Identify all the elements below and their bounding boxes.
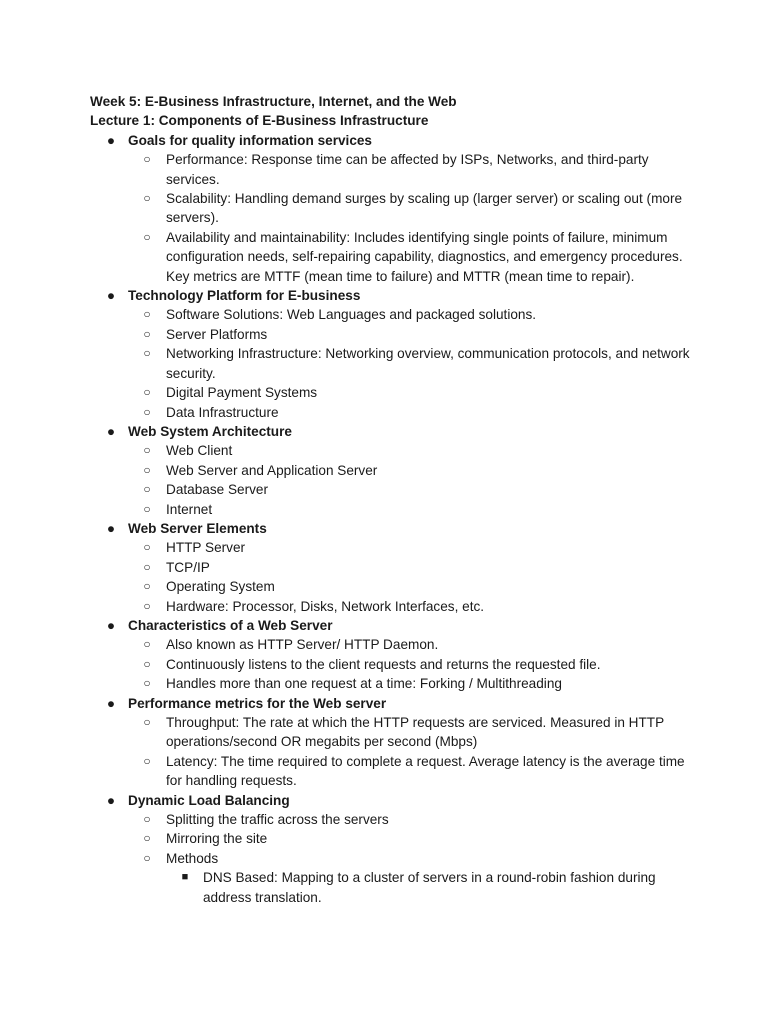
section-heading: Characteristics of a Web Server (128, 617, 333, 633)
section-item (90, 286, 690, 422)
list-item-text: Server Platforms (166, 326, 268, 342)
hollow-bullet-icon: ○ (143, 462, 151, 477)
filled-bullet-icon: ● (106, 520, 116, 536)
list-item-text: Also known as HTTP Server/ HTTP Daemon. (166, 637, 439, 653)
hollow-bullet-icon: ○ (143, 540, 151, 555)
list-item (128, 577, 690, 596)
sub-list (128, 635, 690, 693)
list-item (128, 635, 690, 654)
list-item (128, 500, 690, 519)
list-item-text: Continuously listens to the client requests and returns the requested file. (166, 656, 601, 672)
list-item (128, 829, 690, 848)
list-item (128, 655, 690, 674)
section-item (90, 422, 690, 519)
hollow-bullet-icon: ○ (143, 753, 151, 768)
hollow-bullet-icon: ○ (143, 559, 151, 574)
list-item (128, 538, 690, 557)
hollow-bullet-icon: ○ (143, 656, 151, 671)
list-item-text: Software Solutions: Web Languages and packaged solutions. (166, 307, 537, 323)
sub-list (128, 810, 690, 907)
list-item-text: Handles more than one request at a time: Forking / Multithreading (166, 676, 562, 692)
list-item (128, 150, 690, 189)
list-item (128, 441, 690, 460)
list-item-text: Digital Payment Systems (166, 385, 318, 401)
hollow-bullet-icon: ○ (143, 404, 151, 419)
list-item-text: Networking Infrastructure: Networking overview, communication protocols, and network security. (166, 346, 690, 381)
section-heading: Goals for quality information services (128, 132, 372, 148)
filled-bullet-icon: ● (106, 423, 116, 439)
hollow-bullet-icon: ○ (143, 326, 151, 341)
list-item (128, 189, 690, 228)
hollow-bullet-icon: ○ (143, 598, 151, 613)
square-bullet-icon: ■ (181, 871, 189, 884)
hollow-bullet-icon: ○ (143, 152, 151, 167)
list-item (128, 810, 690, 829)
hollow-bullet-icon: ○ (143, 346, 151, 361)
sub-list (128, 305, 690, 421)
list-item-text: Web Server and Application Server (166, 462, 378, 478)
section-heading: Technology Platform for E-business (128, 288, 361, 304)
list-item (128, 849, 690, 907)
section-heading: Performance metrics for the Web server (128, 695, 387, 711)
hollow-bullet-icon: ○ (143, 443, 151, 458)
list-item (128, 344, 690, 383)
hollow-bullet-icon: ○ (143, 385, 151, 400)
list-item (128, 752, 690, 791)
list-item (128, 674, 690, 693)
list-item (128, 228, 690, 286)
list-item-text: Mirroring the site (166, 831, 268, 847)
section-heading: Dynamic Load Balancing (128, 792, 290, 808)
filled-bullet-icon: ● (106, 617, 116, 633)
list-item-text: Web Client (166, 443, 233, 459)
list-item (128, 597, 690, 616)
hollow-bullet-icon: ○ (143, 229, 151, 244)
hollow-bullet-icon: ○ (143, 812, 151, 827)
list-item-text: Splitting the traffic across the servers (166, 812, 389, 828)
hollow-bullet-icon: ○ (143, 715, 151, 729)
document-body (90, 92, 690, 907)
list-item-text: Availability and maintainability: Includes identifying single points of failure, minimum configuration needs, self-repairing capability, diagnostics, and emergency procedures. Key metrics are MTTF (mean time to failure) and MTTR (mean time to repair). (166, 229, 683, 284)
filled-bullet-icon: ● (106, 288, 116, 304)
list-item-text: Latency: The time required to complete a request. Average latency is the average time for handling requests. (166, 753, 685, 789)
hollow-bullet-icon: ○ (143, 831, 151, 846)
section-item (90, 616, 690, 694)
hollow-bullet-icon: ○ (143, 501, 151, 516)
sub-list (128, 150, 690, 286)
list-item-text: TCP/IP (166, 559, 210, 575)
hollow-bullet-icon: ○ (143, 637, 151, 652)
hollow-bullet-icon: ○ (143, 191, 151, 206)
list-item (128, 558, 690, 577)
list-item-text: Scalability: Handling demand surges by scaling up (larger server) or scaling out (more servers). (166, 191, 683, 226)
filled-bullet-icon: ● (106, 792, 116, 808)
list-item-text: Data Infrastructure (166, 404, 279, 420)
sub-list (128, 441, 690, 519)
list-item (128, 713, 690, 752)
section-item (90, 791, 690, 907)
list-item (128, 383, 690, 402)
nested-list-item-text: DNS Based: Mapping to a cluster of servers in a round-robin fashion during address translation. (203, 870, 656, 905)
list-item (128, 305, 690, 324)
page-title: Week 5: E-Business Infrastructure, Internet, and the Web (90, 94, 457, 109)
sub-list (128, 538, 690, 616)
filled-bullet-icon: ● (106, 132, 116, 148)
hollow-bullet-icon: ○ (143, 676, 151, 691)
list-item-text: Hardware: Processor, Disks, Network Interfaces, etc. (166, 598, 485, 614)
section-item (90, 131, 690, 286)
hollow-bullet-icon: ○ (143, 579, 151, 594)
list-item (128, 480, 690, 499)
list-item-text: Methods (166, 850, 219, 866)
list-item-text: Throughput: The rate at which the HTTP requests are serviced. Measured in HTTP operations/second OR megabits per second (Mbps) (166, 715, 664, 750)
list-item (128, 461, 690, 480)
list-item-text: Internet (166, 501, 213, 517)
section-list (90, 131, 690, 907)
hollow-bullet-icon: ○ (143, 307, 151, 322)
section-heading: Web System Architecture (128, 423, 292, 439)
nested-list (166, 868, 690, 907)
section-heading: Web Server Elements (128, 520, 267, 536)
list-item (128, 325, 690, 344)
list-item-text: Operating System (166, 579, 275, 595)
filled-bullet-icon: ● (106, 695, 116, 711)
list-item-text: Database Server (166, 482, 269, 498)
hollow-bullet-icon: ○ (143, 482, 151, 497)
list-item (128, 403, 690, 422)
sub-list (128, 713, 690, 791)
list-item-text: HTTP Server (166, 540, 246, 556)
nested-list-item (166, 868, 690, 907)
hollow-bullet-icon: ○ (143, 850, 151, 865)
lecture-title: Lecture 1: Components of E-Business Infrastructure (90, 113, 429, 129)
section-item (90, 694, 690, 791)
list-item-text: Performance: Response time can be affected by ISPs, Networks, and third-party services. (166, 152, 649, 187)
section-item (90, 519, 690, 616)
